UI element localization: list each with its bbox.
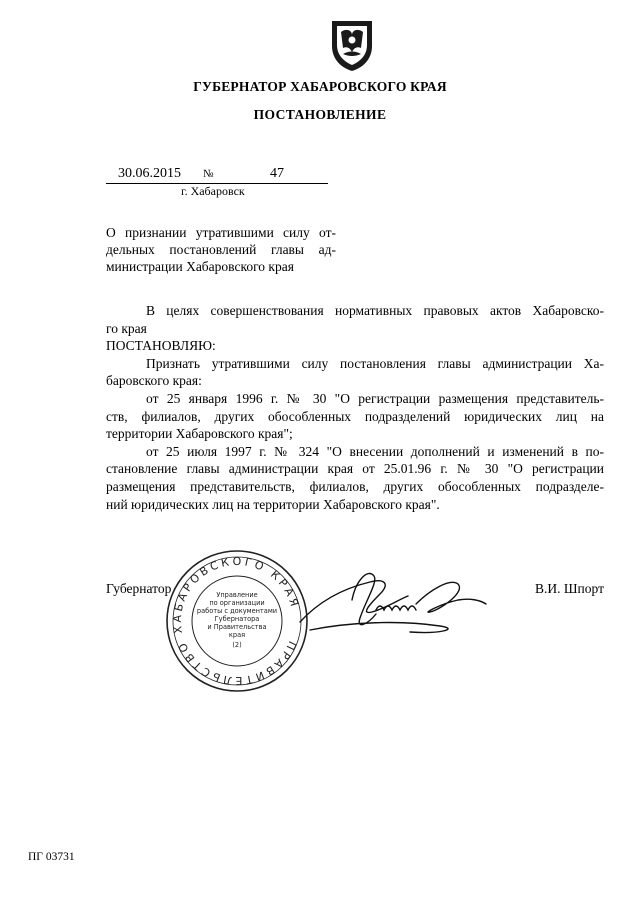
document-date: 30.06.2015: [118, 166, 181, 181]
place-of-issue: г. Хабаровск: [181, 184, 245, 198]
document-number: 47: [270, 166, 284, 181]
document-body: [106, 302, 604, 513]
seal-outer-text: ПРАВИТЕЛЬСТВО ХАБАРОВСКОГО КРАЯ: [170, 554, 302, 688]
number-sign: №: [203, 168, 214, 180]
form-code: ПГ 03731: [28, 851, 75, 863]
subject-line: министрации Хабаровского края: [106, 259, 294, 274]
item-line: ний юридических лиц на территории Хабаровского края".: [106, 496, 440, 512]
item-line: от 25 января 1996 г. № 30 "О регистрации размещения представитель-: [146, 390, 604, 406]
item-line: территории Хабаровского края";: [106, 426, 293, 442]
handwritten-signature: [290, 560, 490, 650]
intro-line: В целях совершенствования нормативных правовых актов Хабаровско-: [146, 303, 604, 318]
seal-inner-line: Губернатора: [214, 615, 260, 623]
seal-inner-line: по организации: [209, 599, 265, 607]
document-subject: [106, 224, 336, 275]
document-type: ПОСТАНОВЛЕНИЕ: [253, 107, 387, 122]
signer-name: В.И. Шпорт: [535, 581, 604, 596]
official-seal-stamp: [164, 548, 310, 694]
seal-inner-line: работы с документами: [196, 607, 278, 615]
subject-line: дельных постановлений главы ад-: [106, 242, 336, 257]
seal-inner-line: Управление: [216, 591, 258, 599]
item-line: размещения представительств, филиалов, других обособленных подразделе-: [106, 478, 604, 494]
paragraph-line: Признать утратившими силу постановления главы администрации Ха-: [146, 355, 604, 371]
paragraph-line: баровского края:: [106, 373, 202, 389]
intro-line: го края: [106, 320, 147, 336]
resolution-word: ПОСТАНОВЛЯЮ:: [106, 338, 216, 354]
signer-title: Губернатор: [106, 581, 172, 596]
seal-inner-line: (2): [232, 641, 242, 649]
issuing-authority: ГУБЕРНАТОР ХАБАРОВСКОГО КРАЯ: [193, 79, 447, 94]
subject-line: О признании утратившими силу от-: [106, 225, 336, 240]
seal-inner-line: и Правительства: [207, 623, 267, 631]
item-line: ств, филиалов, других обособленных подразделений юридических лиц на: [106, 408, 604, 424]
seal-inner-line: края: [228, 631, 246, 639]
item-line: от 25 июля 1997 г. № 324 "О внесении дополнений и изменений в по-: [146, 443, 604, 459]
item-line: становление главы администрации края от 25.01.96 г. № 30 "О регистрации: [106, 461, 604, 477]
coat-of-arms-icon: [328, 18, 376, 72]
